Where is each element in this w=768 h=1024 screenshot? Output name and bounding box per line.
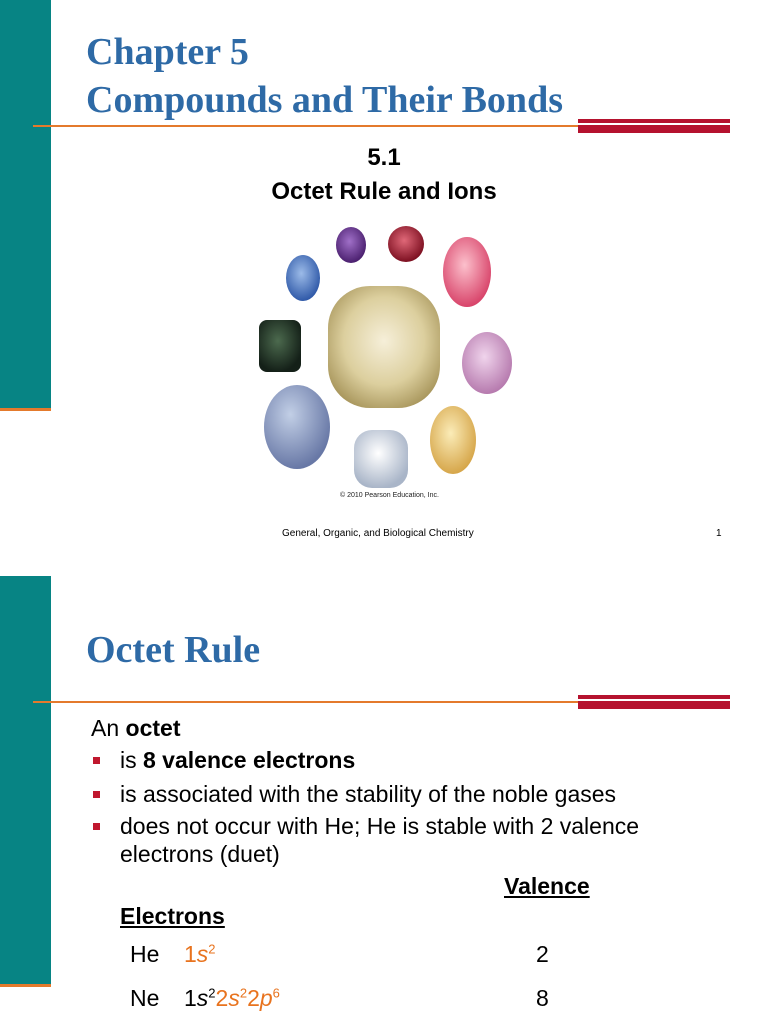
config-exponent: 2 xyxy=(239,985,248,1001)
bullet-1-bold: 8 valence electrons xyxy=(143,747,356,773)
title-line-1: Chapter 5 xyxy=(86,31,249,73)
red-gem xyxy=(388,226,424,262)
row-he-symbol: He xyxy=(130,941,160,967)
slide-2 xyxy=(0,576,768,1024)
page-number: 1 xyxy=(716,528,722,539)
gemstones-photo xyxy=(255,222,520,490)
config-orbital: s xyxy=(196,941,209,967)
green-gem xyxy=(259,320,301,372)
slide-2-title: Octet Rule xyxy=(86,629,261,671)
slide-1-title xyxy=(86,28,563,124)
intro-prefix: An xyxy=(91,715,126,741)
config-digit: 2 xyxy=(247,985,260,1011)
pink-gem xyxy=(443,237,491,307)
title-underline xyxy=(33,125,578,127)
bullet-item-2: is associated with the stability of the noble gases xyxy=(120,780,720,808)
image-credit: © 2010 Pearson Education, Inc. xyxy=(340,492,439,499)
config-orbital: s xyxy=(228,985,240,1011)
orange-tick-mark xyxy=(0,408,51,411)
footer-text: General, Organic, and Biological Chemistry xyxy=(282,528,474,539)
config-exponent: 6 xyxy=(272,985,280,1001)
row-ne-config xyxy=(184,984,280,1012)
config-digit: 2 xyxy=(215,985,229,1011)
title-accent-stripes xyxy=(578,119,730,133)
gold-gem xyxy=(430,406,476,474)
blue-gem xyxy=(286,255,320,301)
row-he-valence: 2 xyxy=(536,941,549,967)
teal-side-bar xyxy=(0,576,51,984)
config-orbital: p xyxy=(259,985,273,1011)
row-he-config xyxy=(184,940,216,968)
intro-bold-term: octet xyxy=(125,715,181,741)
bullet-item-1 xyxy=(120,746,720,774)
section-title: Octet Rule and Ions xyxy=(271,178,497,205)
title-accent-stripes xyxy=(578,695,730,709)
bullet-1-prefix: is xyxy=(120,747,143,773)
bullet-item-3: does not occur with He; He is stable with 2 valence electrons (duet) xyxy=(120,812,720,868)
config-valence-part xyxy=(216,985,280,1011)
row-ne-symbol: Ne xyxy=(130,985,160,1011)
purple-gem xyxy=(336,227,366,263)
title-underline xyxy=(33,701,578,703)
page-gap xyxy=(0,556,768,576)
lavender-gem xyxy=(462,332,512,394)
title-line-2: Compounds and Their Bonds xyxy=(86,79,563,121)
orange-tick-mark xyxy=(0,984,51,987)
config-exponent: 2 xyxy=(208,941,216,957)
column-header-electrons: Electrons xyxy=(120,903,225,929)
steel-blue-gem xyxy=(264,385,330,469)
intro-line xyxy=(91,714,180,742)
white-gem xyxy=(354,430,408,488)
config-orbital: s xyxy=(196,985,209,1011)
config-digit: 1 xyxy=(184,985,197,1011)
large-yellow-gem xyxy=(328,286,440,408)
config-exponent: 2 xyxy=(208,985,216,1001)
column-header-valence: Valence xyxy=(504,873,590,899)
section-number: 5.1 xyxy=(367,144,401,171)
row-ne-valence: 8 xyxy=(536,985,549,1011)
config-digit: 1 xyxy=(184,941,197,967)
